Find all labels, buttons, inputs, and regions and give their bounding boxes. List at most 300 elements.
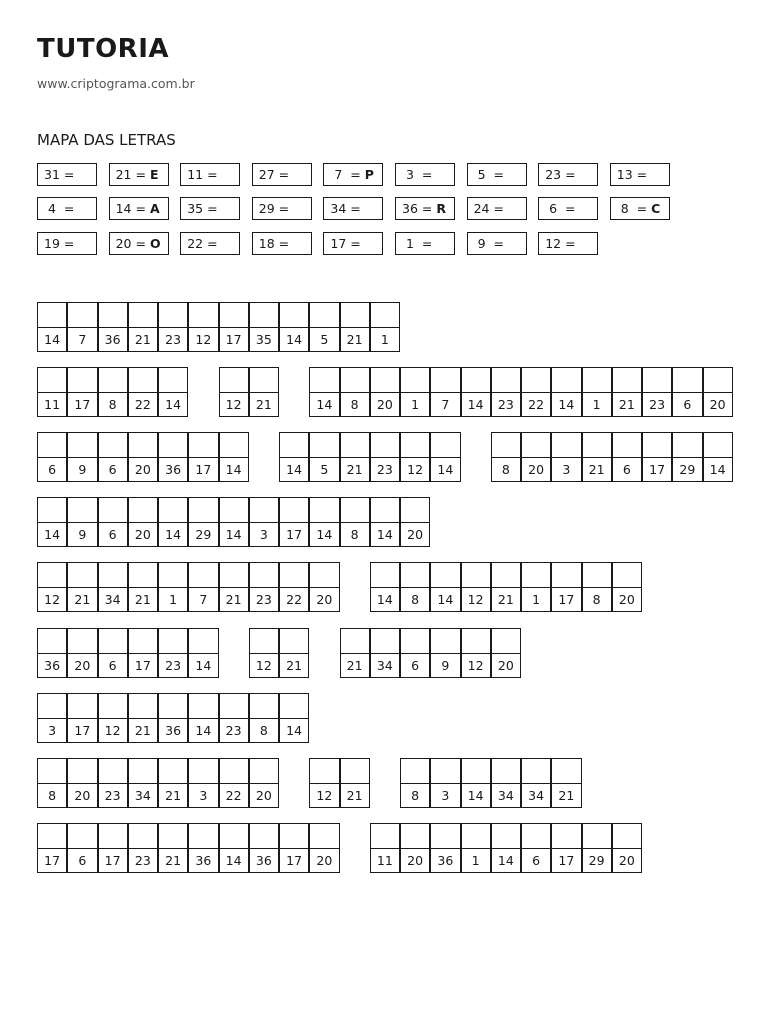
letter-cell[interactable]: [188, 823, 218, 873]
letter-cell[interactable]: [249, 628, 279, 678]
word-space: [370, 758, 400, 808]
letter-cell[interactable]: [430, 432, 460, 482]
letter-cell[interactable]: [249, 693, 279, 743]
legend-cell: [37, 163, 97, 186]
cell-code: 17: [649, 462, 666, 478]
cell-code: 14: [44, 332, 61, 347]
cell-code: 14: [225, 527, 242, 543]
cell-code: 1: [169, 592, 178, 608]
legend-cell: [252, 232, 312, 255]
letter-cell[interactable]: [461, 628, 491, 678]
letter-cell[interactable]: [582, 367, 612, 417]
letter-cell[interactable]: [400, 367, 430, 417]
cell-code: 1: [411, 397, 420, 413]
cell-code: 1: [532, 592, 541, 608]
letter-cell[interactable]: [430, 367, 460, 417]
letter-cell[interactable]: [67, 432, 97, 482]
letter-cell[interactable]: [219, 497, 249, 547]
cell-code: 14: [165, 527, 182, 543]
letter-cell[interactable]: [188, 432, 218, 482]
cell-code: 6: [108, 657, 117, 673]
word-space: [279, 758, 309, 808]
cell-code: 14: [709, 462, 726, 478]
legend-cell: [109, 197, 169, 220]
letter-cell[interactable]: [128, 758, 158, 808]
legend-cell: [109, 232, 169, 255]
cell-code: 12: [104, 722, 121, 738]
letter-cell[interactable]: [612, 823, 642, 873]
letter-cell[interactable]: [98, 562, 128, 612]
legend-cell: [610, 163, 670, 186]
letter-cell[interactable]: [188, 693, 218, 743]
cell-code: 9: [78, 462, 87, 478]
letter-cell[interactable]: [249, 497, 279, 547]
letter-cell[interactable]: [67, 497, 97, 547]
letter-cell[interactable]: [400, 823, 430, 873]
legend-code: 22 =: [187, 235, 218, 251]
legend-cell: [538, 232, 598, 255]
cell-code: 36: [44, 657, 61, 673]
letter-cell[interactable]: [67, 823, 97, 873]
legend-code: 6 =: [545, 201, 576, 217]
letter-cell[interactable]: [672, 367, 702, 417]
cell-code: 36: [437, 852, 454, 868]
letter-cell[interactable]: [521, 758, 551, 808]
cell-code: 3: [441, 787, 450, 803]
letter-cell[interactable]: [128, 497, 158, 547]
cell-code: 14: [437, 592, 454, 608]
letter-cell[interactable]: [309, 497, 339, 547]
letter-cell[interactable]: [188, 758, 218, 808]
legend-letter: A: [149, 201, 160, 217]
legend-cell: [395, 197, 455, 220]
cell-code: 8: [411, 592, 420, 608]
letter-cell[interactable]: [188, 497, 218, 547]
cell-code: 34: [134, 787, 151, 803]
letter-cell[interactable]: [491, 367, 521, 417]
cell-code: 29: [195, 527, 212, 543]
letter-cell[interactable]: [98, 758, 128, 808]
letter-cell[interactable]: [340, 432, 370, 482]
cell-code: 21: [346, 657, 363, 673]
letter-cell[interactable]: [582, 562, 612, 612]
letter-cell[interactable]: [491, 758, 521, 808]
cell-code: 20: [74, 657, 91, 673]
cell-code: 12: [255, 657, 272, 673]
letter-cell[interactable]: [98, 628, 128, 678]
letter-cell[interactable]: [309, 432, 339, 482]
letter-cell[interactable]: [249, 367, 279, 417]
legend-code: 36 =: [402, 201, 433, 217]
letter-cell[interactable]: [249, 562, 279, 612]
cell-code: 12: [407, 462, 424, 478]
letter-cell[interactable]: [98, 823, 128, 873]
letter-cell[interactable]: [340, 497, 370, 547]
letter-cell[interactable]: [128, 693, 158, 743]
letter-cell[interactable]: [188, 628, 218, 678]
cell-code: 21: [497, 592, 514, 608]
legend-code: 14 =: [115, 201, 146, 217]
legend-cell: [395, 163, 455, 186]
letter-cell[interactable]: [128, 628, 158, 678]
letter-cell[interactable]: [158, 432, 188, 482]
letter-cell[interactable]: [642, 432, 672, 482]
cell-code: 23: [497, 397, 514, 413]
cell-code: 14: [467, 787, 484, 803]
cell-code: 12: [467, 657, 484, 673]
website-link[interactable]: www.criptograma.com.br: [37, 76, 195, 91]
cell-code: 20: [134, 527, 151, 543]
cell-code: 14: [165, 397, 182, 413]
legend-cell: [180, 163, 240, 186]
cell-code: 17: [134, 657, 151, 673]
letter-cell[interactable]: [128, 367, 158, 417]
letter-cell[interactable]: [279, 693, 309, 743]
letter-cell[interactable]: [461, 367, 491, 417]
cell-code: 21: [165, 852, 182, 868]
letter-cell[interactable]: [551, 823, 581, 873]
cell-code: 14: [286, 462, 303, 478]
letter-cell[interactable]: [400, 758, 430, 808]
letter-cell[interactable]: [491, 562, 521, 612]
letter-cell[interactable]: [430, 562, 460, 612]
letter-cell[interactable]: [219, 432, 249, 482]
letter-cell[interactable]: [158, 302, 188, 352]
letter-cell[interactable]: [158, 562, 188, 612]
letter-cell[interactable]: [279, 628, 309, 678]
letter-cell[interactable]: [249, 758, 279, 808]
letter-cell[interactable]: [551, 432, 581, 482]
cell-code: 34: [104, 592, 121, 608]
legend-cell: [467, 232, 527, 255]
cell-code: 22: [286, 592, 303, 608]
letter-cell[interactable]: [158, 693, 188, 743]
letter-cell[interactable]: [67, 367, 97, 417]
cell-code: 22: [134, 397, 151, 413]
letter-cell[interactable]: [491, 823, 521, 873]
letter-cell[interactable]: [340, 628, 370, 678]
legend-letter: O: [149, 235, 161, 251]
letter-cell[interactable]: [67, 302, 97, 352]
letter-cell[interactable]: [340, 302, 370, 352]
letter-cell[interactable]: [370, 367, 400, 417]
letter-cell[interactable]: [279, 562, 309, 612]
legend-cell: [252, 197, 312, 220]
legend-code: 35 =: [187, 201, 218, 217]
cell-code: 6: [78, 852, 87, 868]
letter-cell[interactable]: [340, 367, 370, 417]
letter-cell[interactable]: [37, 432, 67, 482]
cell-code: 14: [195, 722, 212, 738]
word-space: [461, 432, 491, 482]
cell-code: 8: [411, 787, 420, 803]
cell-code: 23: [165, 332, 182, 347]
cell-code: 21: [286, 657, 303, 673]
cell-code: 21: [134, 332, 151, 347]
letter-cell[interactable]: [370, 497, 400, 547]
word-space: [188, 367, 218, 417]
word-space: [340, 562, 370, 612]
legend-code: 11 =: [187, 167, 218, 182]
cell-code: 11: [44, 397, 61, 413]
letter-cell[interactable]: [67, 693, 97, 743]
letter-cell[interactable]: [219, 302, 249, 352]
letter-cell[interactable]: [158, 823, 188, 873]
cell-code: 36: [195, 852, 212, 868]
cell-code: 21: [588, 462, 605, 478]
letter-cell[interactable]: [249, 302, 279, 352]
cell-code: 21: [618, 397, 635, 413]
cell-code: 17: [195, 462, 212, 478]
letter-cell[interactable]: [279, 823, 309, 873]
cell-code: 5: [320, 462, 329, 478]
cell-code: 1: [380, 332, 389, 347]
letter-cell[interactable]: [491, 432, 521, 482]
cell-code: 6: [532, 852, 541, 868]
letter-cell[interactable]: [98, 367, 128, 417]
legend-code: 17 =: [330, 235, 361, 251]
word-space: [279, 367, 309, 417]
letter-cell[interactable]: [37, 693, 67, 743]
letter-cell[interactable]: [703, 432, 733, 482]
letter-cell[interactable]: [219, 367, 249, 417]
letter-cell[interactable]: [98, 432, 128, 482]
cell-code: 34: [376, 657, 393, 673]
letter-cell[interactable]: [98, 302, 128, 352]
letter-cell[interactable]: [219, 693, 249, 743]
cell-code: 8: [350, 397, 359, 413]
legend-letter: E: [149, 167, 159, 182]
cell-code: 17: [558, 592, 575, 608]
letter-cell[interactable]: [461, 562, 491, 612]
cell-code: 14: [558, 397, 575, 413]
letter-cell[interactable]: [158, 758, 188, 808]
cell-code: 36: [165, 722, 182, 738]
letter-cell[interactable]: [340, 758, 370, 808]
letter-cell[interactable]: [249, 823, 279, 873]
letter-cell[interactable]: [400, 562, 430, 612]
cell-code: 34: [528, 787, 545, 803]
letter-cell[interactable]: [672, 432, 702, 482]
letter-cell[interactable]: [67, 628, 97, 678]
cell-code: 8: [350, 527, 359, 543]
letter-cell[interactable]: [158, 628, 188, 678]
cell-code: 1: [592, 397, 601, 413]
cell-code: 20: [407, 527, 424, 543]
cell-code: 20: [134, 462, 151, 478]
cell-code: 17: [286, 852, 303, 868]
letter-cell[interactable]: [612, 432, 642, 482]
cell-code: 29: [588, 852, 605, 868]
cell-code: 21: [225, 592, 242, 608]
letter-cell[interactable]: [309, 758, 339, 808]
letter-cell[interactable]: [67, 758, 97, 808]
letter-cell[interactable]: [521, 432, 551, 482]
legend-letter: C: [651, 201, 661, 217]
letter-cell[interactable]: [582, 432, 612, 482]
cell-code: 6: [48, 462, 57, 478]
letter-cell[interactable]: [158, 367, 188, 417]
cell-code: 21: [346, 332, 363, 347]
cell-code: 14: [316, 527, 333, 543]
letter-cell[interactable]: [521, 823, 551, 873]
cell-code: 23: [165, 657, 182, 673]
letter-cell[interactable]: [370, 302, 400, 352]
letter-cell[interactable]: [128, 432, 158, 482]
cell-code: 20: [255, 787, 272, 803]
letter-cell[interactable]: [219, 562, 249, 612]
cell-code: 6: [622, 462, 631, 478]
letter-cell[interactable]: [642, 367, 672, 417]
letter-cell[interactable]: [309, 823, 339, 873]
letter-cell[interactable]: [128, 302, 158, 352]
letter-cell[interactable]: [37, 823, 67, 873]
cell-code: 21: [558, 787, 575, 803]
cell-code: 21: [346, 787, 363, 803]
legend-cell: [109, 163, 169, 186]
cell-code: 12: [225, 397, 242, 413]
cell-code: 17: [44, 852, 61, 868]
letter-cell[interactable]: [400, 432, 430, 482]
legend-code: 21 =: [115, 167, 146, 182]
cell-code: 20: [618, 592, 635, 608]
letter-cell[interactable]: [551, 758, 581, 808]
cell-code: 6: [683, 397, 692, 413]
cell-code: 36: [255, 852, 272, 868]
cell-code: 12: [316, 787, 333, 803]
legend-cell: [180, 232, 240, 255]
legend-cell: [323, 197, 383, 220]
letter-cell[interactable]: [612, 562, 642, 612]
word-space: [309, 628, 339, 678]
letter-cell[interactable]: [370, 823, 400, 873]
legend-cell: [610, 197, 670, 220]
legend-letter: P: [364, 167, 374, 182]
letter-cell[interactable]: [370, 628, 400, 678]
letter-cell[interactable]: [37, 758, 67, 808]
legend-cell: [395, 232, 455, 255]
letter-cell[interactable]: [219, 758, 249, 808]
cell-code: 20: [709, 397, 726, 413]
letter-cell[interactable]: [430, 628, 460, 678]
legend-code: 5 =: [473, 167, 504, 182]
cell-code: 17: [225, 332, 242, 347]
letter-cell[interactable]: [521, 367, 551, 417]
letter-cell[interactable]: [279, 432, 309, 482]
letter-cell[interactable]: [703, 367, 733, 417]
cell-code: 21: [74, 592, 91, 608]
letter-cell[interactable]: [188, 562, 218, 612]
letter-cell[interactable]: [219, 823, 249, 873]
cell-code: 20: [316, 852, 333, 868]
cell-code: 20: [407, 852, 424, 868]
legend-code: 12 =: [545, 235, 576, 251]
legend-letter: R: [436, 201, 446, 217]
letter-cell[interactable]: [551, 367, 581, 417]
letter-cell[interactable]: [98, 693, 128, 743]
cell-code: 20: [618, 852, 635, 868]
cell-code: 14: [376, 527, 393, 543]
legend-code: 34 =: [330, 201, 361, 217]
cell-code: 9: [441, 657, 450, 673]
cell-code: 3: [259, 527, 268, 543]
letter-cell[interactable]: [98, 497, 128, 547]
page-title: TUTORIA: [37, 34, 170, 64]
legend-code: 31 =: [44, 167, 75, 182]
cell-code: 3: [48, 722, 57, 738]
cell-code: 22: [528, 397, 545, 413]
letter-cell[interactable]: [582, 823, 612, 873]
letter-cell[interactable]: [128, 823, 158, 873]
cell-code: 23: [376, 462, 393, 478]
letter-cell[interactable]: [279, 302, 309, 352]
letter-cell[interactable]: [551, 562, 581, 612]
legend-code: 3 =: [402, 167, 433, 182]
letter-cell[interactable]: [461, 758, 491, 808]
letter-cell[interactable]: [37, 367, 67, 417]
cell-code: 11: [376, 852, 393, 868]
legend-cell: [538, 163, 598, 186]
letter-cell[interactable]: [67, 562, 97, 612]
cell-code: 8: [48, 787, 57, 803]
cell-code: 14: [497, 852, 514, 868]
letter-cell[interactable]: [309, 367, 339, 417]
cell-code: 35: [255, 332, 272, 347]
letter-cell[interactable]: [370, 432, 400, 482]
letter-cell[interactable]: [370, 562, 400, 612]
legend-cell: [37, 232, 97, 255]
letter-cell[interactable]: [37, 497, 67, 547]
legend-cell: [467, 197, 527, 220]
legend-code: 23 =: [545, 167, 576, 182]
letter-cell[interactable]: [37, 628, 67, 678]
cell-code: 23: [225, 722, 242, 738]
cell-code: 17: [74, 722, 91, 738]
letter-cell[interactable]: [430, 758, 460, 808]
letter-cell[interactable]: [37, 562, 67, 612]
letter-cell[interactable]: [430, 823, 460, 873]
letter-cell[interactable]: [188, 302, 218, 352]
legend-code: 1 =: [402, 235, 433, 251]
cell-code: 5: [320, 332, 329, 347]
cell-code: 6: [411, 657, 420, 673]
letter-cell[interactable]: [612, 367, 642, 417]
legend-cell: [37, 197, 97, 220]
cell-code: 8: [592, 592, 601, 608]
cell-code: 14: [286, 332, 303, 347]
cell-code: 23: [134, 852, 151, 868]
letter-cell[interactable]: [400, 497, 430, 547]
letter-cell[interactable]: [37, 302, 67, 352]
legend-code: 8 =: [616, 201, 648, 217]
letter-cell[interactable]: [491, 628, 521, 678]
cell-code: 22: [225, 787, 242, 803]
letter-cell[interactable]: [521, 562, 551, 612]
legend-code: 18 =: [258, 235, 290, 251]
letter-cell[interactable]: [158, 497, 188, 547]
letter-cell[interactable]: [128, 562, 158, 612]
cell-code: 23: [649, 397, 666, 413]
letter-cell[interactable]: [309, 302, 339, 352]
cell-code: 20: [74, 787, 91, 803]
letter-cell[interactable]: [309, 562, 339, 612]
cell-code: 23: [255, 592, 272, 608]
letter-cell[interactable]: [400, 628, 430, 678]
letter-cell[interactable]: [461, 823, 491, 873]
cell-code: 7: [441, 397, 450, 413]
cell-code: 3: [562, 462, 571, 478]
letter-cell[interactable]: [279, 497, 309, 547]
